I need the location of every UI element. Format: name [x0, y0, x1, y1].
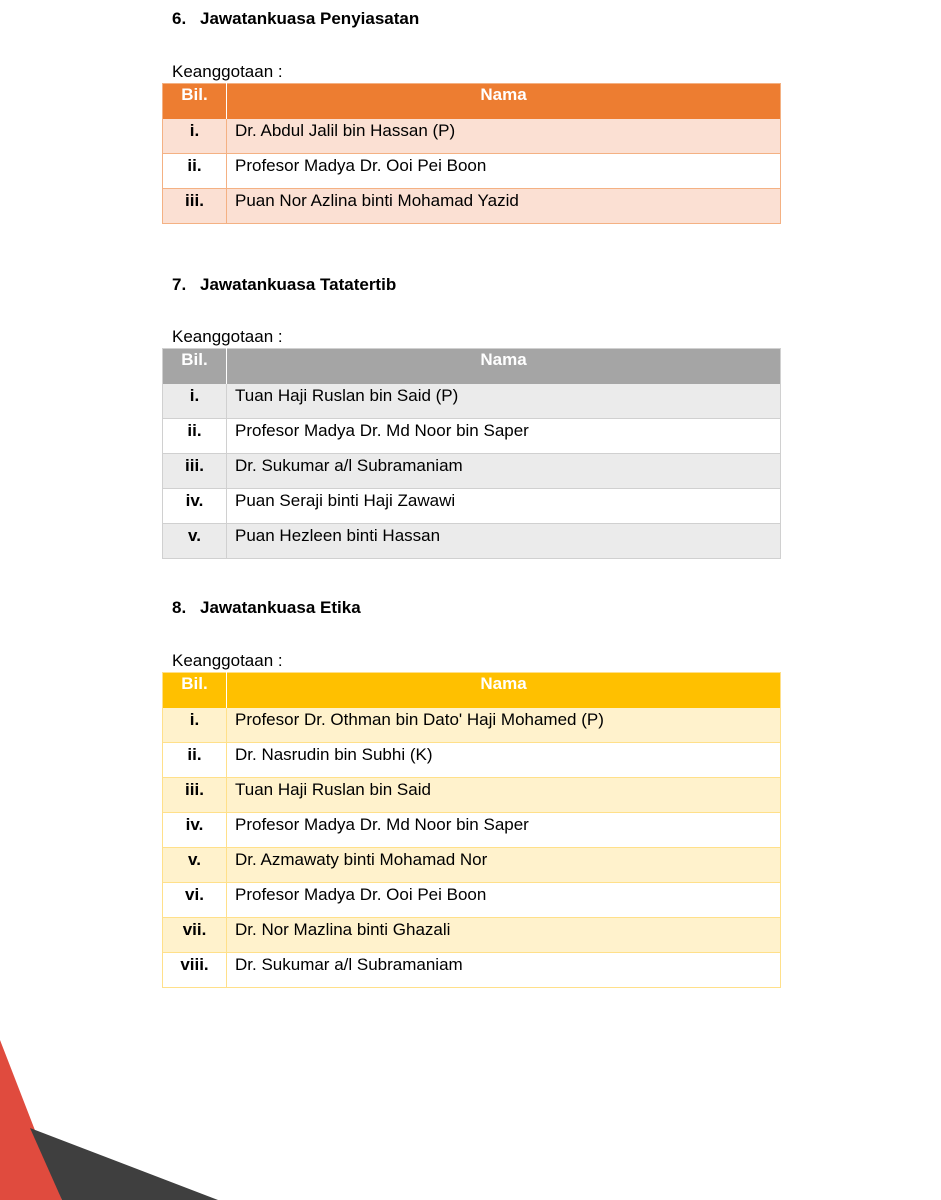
row-number: i.: [163, 384, 227, 419]
table-row: [163, 489, 781, 524]
section-number: 6.: [172, 9, 187, 28]
row-number: iii.: [163, 778, 227, 813]
row-number: v.: [163, 848, 227, 883]
table-row: [163, 953, 781, 988]
table-row: [163, 524, 781, 559]
table-header-row: [163, 84, 781, 119]
member-name: Dr. Sukumar a/l Subramaniam: [227, 454, 781, 489]
row-number: ii.: [163, 154, 227, 189]
members-table: [162, 672, 781, 988]
table-row: [163, 119, 781, 154]
row-number: ii.: [163, 419, 227, 454]
table-row: [163, 743, 781, 778]
table-row: [163, 883, 781, 918]
row-number: i.: [163, 708, 227, 743]
section-title: [172, 598, 361, 618]
section-title: [172, 275, 396, 295]
table-row: [163, 454, 781, 489]
member-name: Profesor Madya Dr. Md Noor bin Saper: [227, 419, 781, 454]
column-header-nama: Nama: [227, 84, 781, 119]
member-name: Profesor Madya Dr. Ooi Pei Boon: [227, 154, 781, 189]
section-title: [172, 9, 419, 29]
table-row: [163, 778, 781, 813]
table-header-row: [163, 349, 781, 384]
row-number: i.: [163, 119, 227, 154]
table-header-row: [163, 673, 781, 708]
member-name: Dr. Abdul Jalil bin Hassan (P): [227, 119, 781, 154]
section-number: 7.: [172, 275, 187, 294]
table-row: [163, 813, 781, 848]
member-name: Puan Seraji binti Haji Zawawi: [227, 489, 781, 524]
member-name: Dr. Azmawaty binti Mohamad Nor: [227, 848, 781, 883]
column-header-nama: Nama: [227, 673, 781, 708]
section-title-text: Jawatankuasa Penyiasatan: [200, 9, 420, 28]
member-name: Profesor Madya Dr. Ooi Pei Boon: [227, 883, 781, 918]
row-number: viii.: [163, 953, 227, 988]
row-number: ii.: [163, 743, 227, 778]
decor-dark-shape: [30, 1128, 218, 1200]
member-name: Dr. Sukumar a/l Subramaniam: [227, 953, 781, 988]
membership-label: Keanggotaan :: [172, 651, 283, 670]
member-name: Dr. Nor Mazlina binti Ghazali: [227, 918, 781, 953]
table-row: [163, 154, 781, 189]
column-header-bil: Bil.: [163, 349, 227, 384]
member-name: Tuan Haji Ruslan bin Said: [227, 778, 781, 813]
member-name: Puan Nor Azlina binti Mohamad Yazid: [227, 189, 781, 224]
member-name: Profesor Dr. Othman bin Dato' Haji Mohamed (P): [227, 708, 781, 743]
member-name: Dr. Nasrudin bin Subhi (K): [227, 743, 781, 778]
row-number: iv.: [163, 813, 227, 848]
members-table: [162, 348, 781, 559]
table-row: [163, 384, 781, 419]
section-number: 8.: [172, 598, 187, 617]
column-header-nama: Nama: [227, 349, 781, 384]
table-row: [163, 918, 781, 953]
table-row: [163, 189, 781, 224]
membership-label: Keanggotaan :: [172, 62, 283, 81]
column-header-bil: Bil.: [163, 673, 227, 708]
row-number: iii.: [163, 189, 227, 224]
section-title-text: Jawatankuasa Etika: [200, 598, 361, 617]
row-number: iii.: [163, 454, 227, 489]
column-header-bil: Bil.: [163, 84, 227, 119]
row-number: v.: [163, 524, 227, 559]
table-row: [163, 708, 781, 743]
membership-label: Keanggotaan :: [172, 327, 283, 346]
member-name: Puan Hezleen binti Hassan: [227, 524, 781, 559]
row-number: iv.: [163, 489, 227, 524]
row-number: vii.: [163, 918, 227, 953]
corner-decoration: [0, 1040, 220, 1200]
section-title-text: Jawatankuasa Tatatertib: [200, 275, 397, 294]
members-table: [162, 83, 781, 224]
member-name: Profesor Madya Dr. Md Noor bin Saper: [227, 813, 781, 848]
member-name: Tuan Haji Ruslan bin Said (P): [227, 384, 781, 419]
row-number: vi.: [163, 883, 227, 918]
table-row: [163, 848, 781, 883]
table-row: [163, 419, 781, 454]
